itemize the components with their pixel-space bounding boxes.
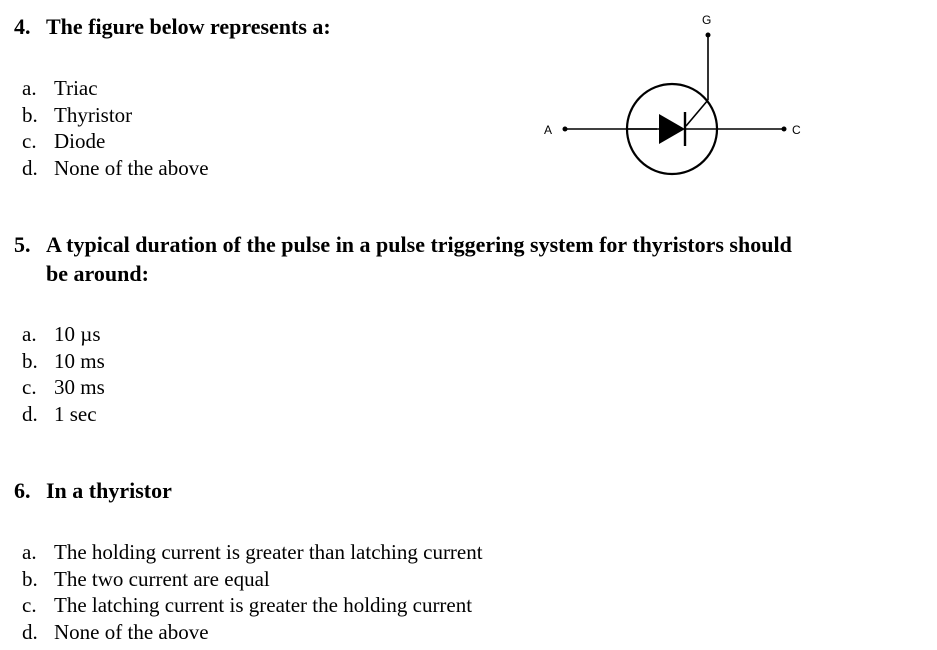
question-4-options <box>22 75 209 181</box>
question-6-option-c[interactable] <box>22 592 483 619</box>
option-text: Triac <box>54 76 98 100</box>
question-6-option-d[interactable] <box>22 619 483 646</box>
question-4-option-a[interactable] <box>22 75 209 102</box>
option-text: None of the above <box>54 155 209 180</box>
option-letter: b. <box>22 102 38 127</box>
option-text: Thyristor <box>54 102 133 127</box>
anode-label: A <box>544 123 553 137</box>
option-text: 30 ms <box>54 375 105 399</box>
option-letter: b. <box>22 566 38 591</box>
question-5-text-line2: be around: <box>46 261 149 286</box>
option-text: 10 ms <box>54 348 105 373</box>
question-5-options <box>22 321 105 427</box>
question-6-title <box>14 476 172 506</box>
question-5-option-b[interactable] <box>22 348 105 375</box>
question-5-option-a[interactable] <box>22 321 105 348</box>
option-letter: d. <box>22 155 38 180</box>
question-6-number: 6. <box>14 478 31 503</box>
option-letter: b. <box>22 348 38 373</box>
question-4-number: 4. <box>14 14 31 39</box>
gate-label: G <box>702 13 712 27</box>
question-5-text-line1: A typical duration of the pulse in a pulse triggering system for thyristors should <box>46 232 792 257</box>
question-5-number: 5. <box>14 232 31 257</box>
thyristor-symbol-figure <box>530 0 830 190</box>
question-6-option-a[interactable] <box>22 539 483 566</box>
cathode-terminal-dot <box>782 127 787 132</box>
question-5-title <box>14 230 792 260</box>
question-6-option-b[interactable] <box>22 566 483 593</box>
cathode-label: C <box>792 123 801 137</box>
option-letter: d. <box>22 401 38 426</box>
question-6-options <box>22 539 483 645</box>
option-letter: d. <box>22 619 38 644</box>
option-text: The latching current is greater the holding current <box>54 593 473 617</box>
option-text: None of the above <box>54 619 209 644</box>
option-text: The holding current is greater than latching current <box>54 540 483 564</box>
option-letter: c. <box>22 593 37 617</box>
option-letter: a. <box>22 322 37 346</box>
option-letter: c. <box>22 375 37 399</box>
question-6-text: In a thyristor <box>46 478 172 503</box>
option-text: 10 µs <box>54 322 101 346</box>
option-letter: c. <box>22 129 37 153</box>
question-4-option-c[interactable] <box>22 128 209 155</box>
option-text: The two current are equal <box>54 566 270 591</box>
gate-lead-diagonal <box>686 100 708 126</box>
option-text: 1 sec <box>54 401 97 426</box>
question-4-option-d[interactable] <box>22 155 209 182</box>
question-5-option-d[interactable] <box>22 401 105 428</box>
option-letter: a. <box>22 540 37 564</box>
question-4-option-b[interactable] <box>22 102 209 129</box>
option-text: Diode <box>54 129 106 153</box>
question-5-option-c[interactable] <box>22 374 105 401</box>
question-4-text: The figure below represents a: <box>46 14 331 39</box>
question-4-title <box>14 12 331 42</box>
option-letter: a. <box>22 76 37 100</box>
diode-triangle-icon <box>659 114 685 144</box>
